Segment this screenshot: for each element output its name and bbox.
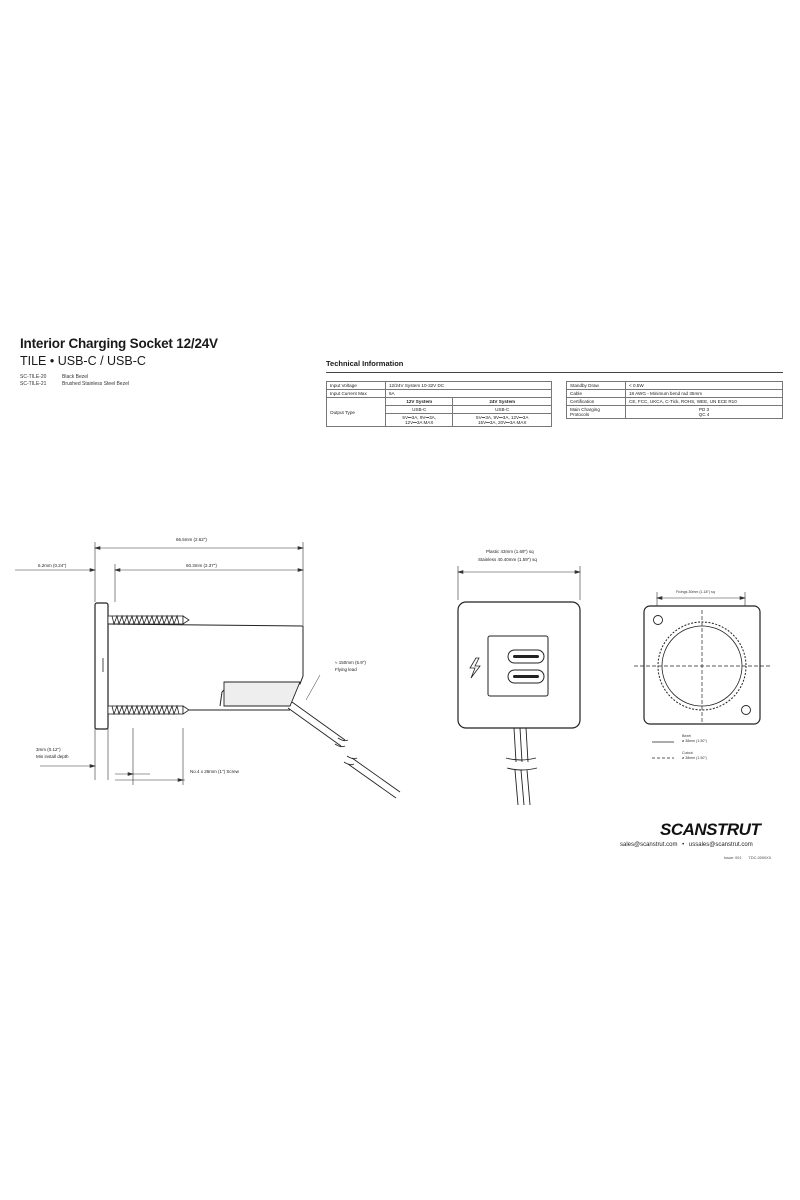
model-row	[20, 381, 129, 388]
label-line: Protocols	[570, 412, 590, 417]
spec-value	[453, 414, 552, 427]
body-length-label: 60.3mm (2.37")	[186, 563, 217, 568]
spec-label: Input Current Max	[327, 390, 386, 398]
separator-dot: •	[682, 842, 685, 848]
spec-value	[626, 406, 783, 419]
output-line: 5V⎓3A, 9V⎓3A, 12V⎓3A	[476, 415, 529, 420]
bezel-thickness-label: 6.2mm (0.24")	[38, 563, 67, 568]
spec-label: Cable	[567, 390, 626, 398]
tech-heading: Technical Information	[326, 359, 404, 368]
output-line: 12V⎓3A MAX	[405, 420, 434, 425]
spec-value: 6A	[386, 390, 552, 398]
sales-email-link[interactable]: sales@scanstrut.com	[620, 842, 678, 848]
spec-value: USB-C	[453, 406, 552, 414]
spec-label	[567, 406, 626, 419]
col-header: 24V System	[453, 398, 552, 406]
spec-table-left	[326, 381, 552, 427]
bezel-legend-label: Bezel	[682, 734, 691, 738]
protocol-line: QC 4	[698, 412, 710, 417]
col-header: 12V System	[386, 398, 453, 406]
spec-label: Standby Draw	[567, 382, 626, 390]
label-line: Main Charging	[570, 407, 600, 412]
divider	[326, 372, 783, 373]
model-desc: Brushed Stainless Steel Bezel	[62, 380, 129, 387]
overall-length-label: 66.5mm (2.62")	[176, 537, 207, 542]
spec-table-right	[566, 381, 783, 419]
spec-value: < 0.5W	[626, 382, 783, 390]
install-depth-caption: Min install depth	[36, 754, 69, 759]
side-view-drawing	[0, 530, 420, 820]
cutout-legend-label: Cutout	[682, 751, 693, 755]
spec-label: Output Type	[327, 398, 386, 427]
page-title: Interior Charging Socket 12/24V	[20, 336, 218, 351]
protocol-line: PD 3	[698, 407, 710, 412]
spec-value: CE, FCC, UKCA, C-Tick, ROHS, WEE, UN ECE R10	[626, 398, 783, 406]
model-list	[20, 374, 129, 387]
flying-lead-length-label: ≈ 150mm (5.9")	[335, 660, 366, 665]
model-desc: Black Bezel	[62, 374, 89, 380]
bezel-legend-dim: ø 38mm (1.50")	[682, 739, 707, 743]
spec-value: USB-C	[386, 406, 453, 414]
model-code: SC-TILE-21	[20, 380, 47, 387]
spec-value	[386, 414, 453, 427]
us-sales-email-link[interactable]: ussales@scanstrut.com	[688, 842, 753, 848]
issue-number: Issue: 001	[724, 856, 742, 860]
spec-label: Input Voltage	[327, 382, 386, 390]
doc-code: TDC-0000XX	[748, 856, 772, 860]
screw-label: No.4 x 26mm (1") Screw	[190, 769, 239, 774]
cutout-legend-dim: ø 38mm (1.50")	[682, 756, 707, 760]
model-code: SC-TILE-20	[20, 374, 47, 380]
install-depth-label: 3mm (0.12")	[36, 747, 61, 752]
brand-logo: SCANSTRUT	[660, 820, 761, 839]
stainless-size-label: Stainless 40.40mm (1.59") sq	[478, 557, 537, 562]
front-view-drawing	[440, 560, 600, 820]
flying-lead-label: Flying lead	[335, 667, 357, 672]
contact-line	[620, 842, 753, 848]
output-line: 15V⎓3A, 20V⎓3A MAX	[477, 420, 527, 425]
fixings-label: Fixings 30mm (1.18") sq	[676, 590, 715, 594]
spec-value: 18 AWG - Minimum bend rad 35mm	[626, 390, 783, 398]
plastic-size-label: Plastic 43mm (1.69") sq	[486, 549, 534, 554]
issue-info	[724, 856, 771, 860]
output-line: 5V⎓3A, 9V⎓3A,	[402, 415, 437, 420]
page-subtitle: TILE • USB-C / USB-C	[20, 354, 146, 368]
spec-label: Certification	[567, 398, 626, 406]
spec-value: 12/24V System 10-32V DC	[386, 382, 552, 390]
